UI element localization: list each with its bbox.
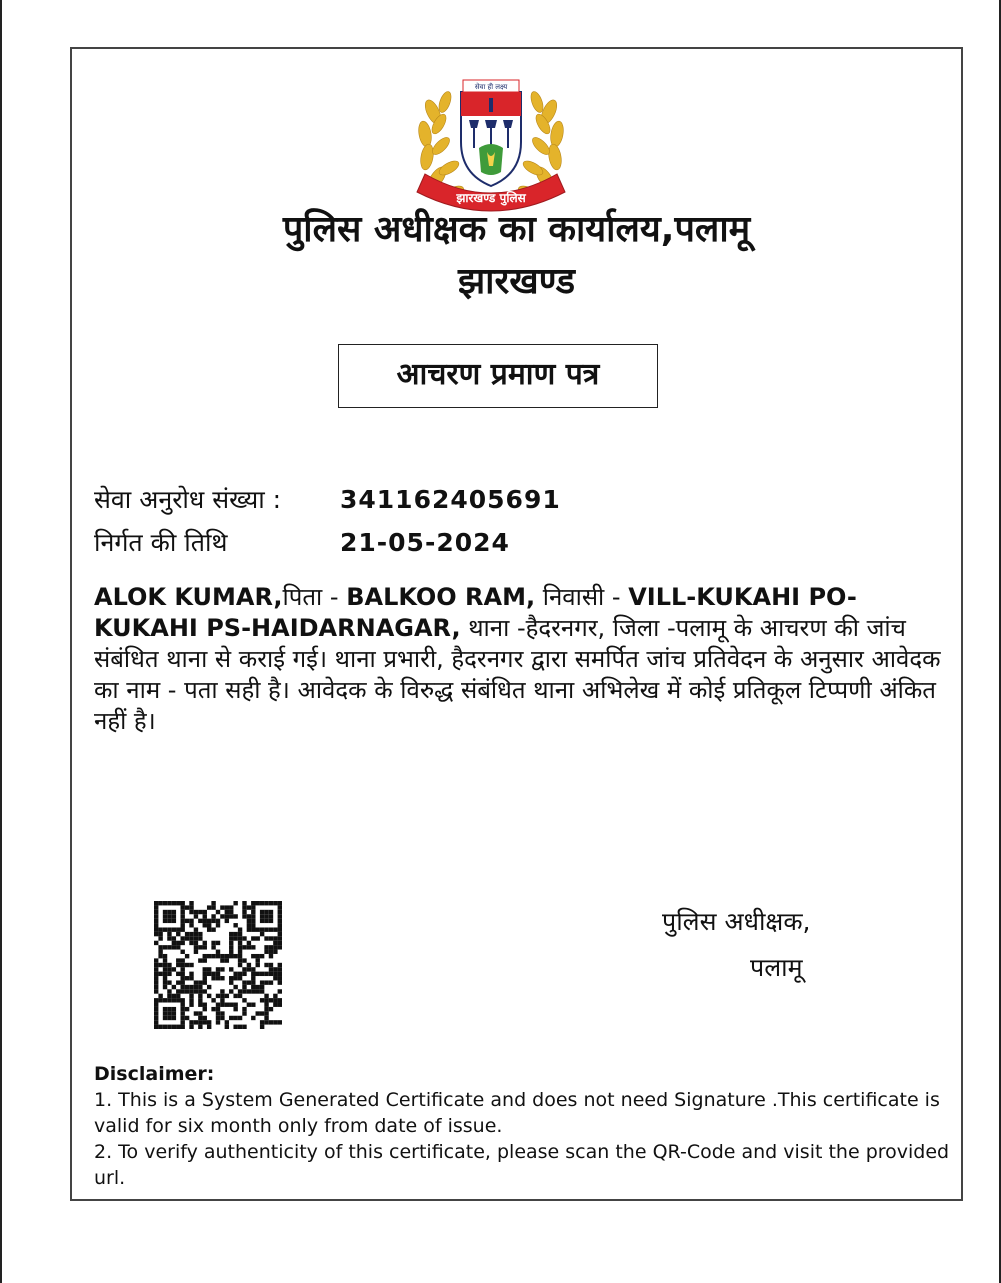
disclaimer-item-1: 1. This is a System Generated Certificate and does not need Signature .This certificate is valid for six month only from date of issue. xyxy=(94,1089,940,1137)
signatory-location: पलामू xyxy=(750,953,803,982)
service-request-label: सेवा अनुरोध संख्या : xyxy=(94,485,282,514)
qr-code-icon[interactable] xyxy=(154,901,282,1029)
service-request-number: 341162405691 xyxy=(340,485,561,514)
service-request-row xyxy=(94,482,561,516)
signature-block xyxy=(662,899,811,991)
office-title xyxy=(72,204,961,308)
applicant-name: ALOK KUMAR, xyxy=(94,583,283,611)
certificate-body xyxy=(94,582,954,737)
disclaimer xyxy=(94,1061,954,1191)
resident-label: निवासी - xyxy=(535,583,629,611)
jharkhand-police-emblem-icon xyxy=(405,62,577,217)
signatory-title: पुलिस अधीक्षक, xyxy=(662,907,811,936)
certificate-document xyxy=(70,47,963,1201)
page-left-edge xyxy=(0,0,2,1283)
disclaimer-item-2: 2. To verify authenticity of this certificate, please scan the QR-Code and visit the provided url. xyxy=(94,1141,950,1189)
disclaimer-title: Disclaimer: xyxy=(94,1063,215,1085)
issue-date-value: 21-05-2024 xyxy=(340,528,510,557)
certificate-title: आचरण प्रमाण पत्र xyxy=(338,344,658,408)
applicant-address: VILL-KUKAHI PO-KUKAHI PS-HAIDARNAGAR, xyxy=(94,583,857,642)
emblem-motto: सेवा ही लक्ष्य xyxy=(474,83,508,91)
office-title-line2: झारखण्ड xyxy=(457,261,576,302)
father-name: BALKOO RAM, xyxy=(346,583,536,611)
emblem-ribbon-text: झारखण्ड पुलिस xyxy=(456,191,526,205)
office-title-line1: पुलिस अधीक्षक का कार्यालय,पलामू xyxy=(282,209,751,250)
issue-date-label: निर्गत की तिथि xyxy=(94,528,228,557)
body-remainder: थाना -हैदरनगर, जिला -पलामू के आचरण की जांच संबंधित थाना से कराई गई। थाना प्रभारी, हैदरनगर द्वारा समर्पित जांच प्रतिवेदन के अनुसार आवेदक का नाम - पता सही है। आवेदक के विरुद्ध संबंधित थाना अभिलेख में कोई प्रतिकूल टिप्पणी अंकित नहीं है। xyxy=(94,614,941,735)
issue-date-row xyxy=(94,525,510,559)
father-label: पिता - xyxy=(282,583,347,611)
